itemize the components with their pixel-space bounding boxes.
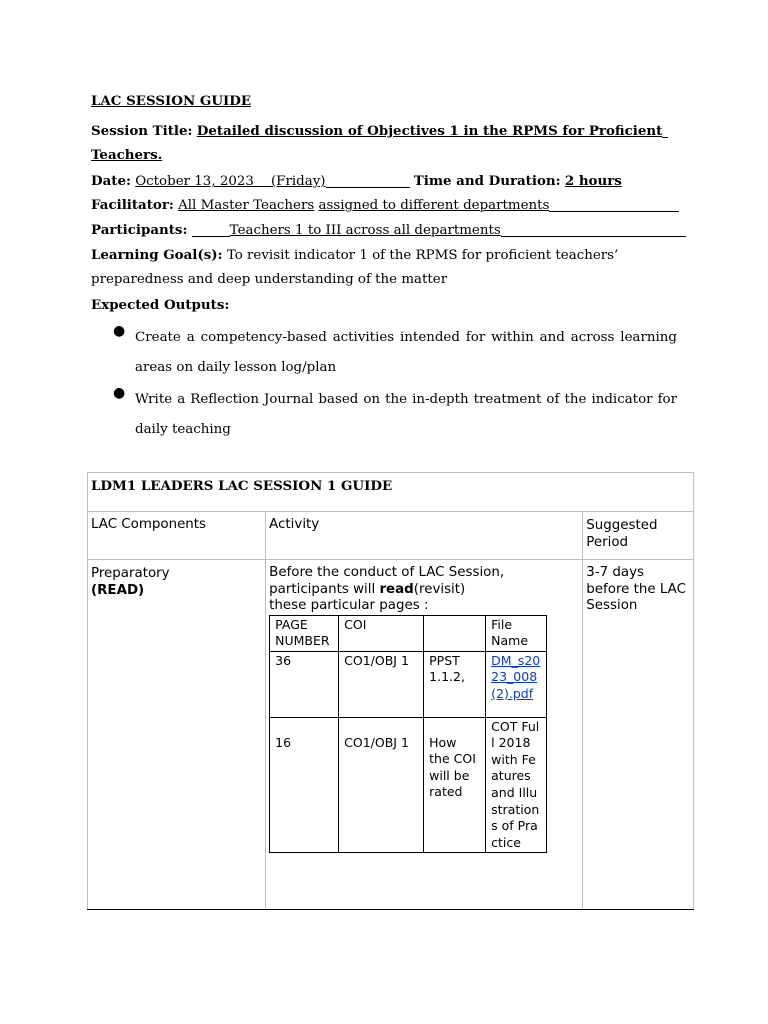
activity-line: these particular pages : (269, 598, 429, 613)
inner-header-file: File Name (486, 615, 547, 651)
goal-text-cont: preparedness and deep understanding of the matter (91, 272, 448, 287)
facilitator-row (91, 196, 679, 213)
table-title: LDM1 LEADERS LAC SESSION 1 GUIDE (88, 473, 694, 512)
participants-row (91, 221, 686, 238)
date-row (91, 172, 622, 189)
output-text: Create a competency-based activities intended for within and across learning areas on daily lesson log/plan (135, 330, 677, 375)
facilitator-label: Facilitator: (91, 197, 174, 213)
session-title-cont: Teachers. (91, 147, 163, 163)
date-label: Date: (91, 173, 131, 189)
inner-header-blank (424, 615, 486, 651)
component-name: Preparatory (91, 566, 170, 581)
guide-title: LAC SESSION GUIDE (91, 93, 252, 109)
participants-value: Teachers 1 to III across all departments (229, 223, 501, 238)
component-action: (READ) (91, 583, 145, 598)
activity-cell (266, 560, 583, 910)
inner-cell-desc: How the COI will be rated (424, 717, 486, 853)
outputs-label: Expected Outputs: (91, 297, 230, 313)
goal-label: Learning Goal(s): (91, 247, 223, 263)
inner-cell-page: 36 (270, 651, 339, 717)
participants-label: Participants: (91, 222, 188, 238)
header-period: Suggested Period (583, 512, 694, 560)
inner-cell-desc: PPST 1.1.2, (424, 651, 486, 717)
session-title-row (91, 122, 668, 139)
header-components: LAC Components (88, 512, 266, 560)
pages-table (269, 615, 547, 854)
goal-row (91, 247, 618, 263)
inner-header-coi: COI (339, 615, 424, 651)
facilitator-value: All Master Teachers (178, 198, 315, 213)
day-value: (Friday) (270, 174, 326, 189)
inner-cell-file: COT Full 2018 with Features and Illustrations of Practice (486, 717, 547, 853)
facilitator-extra: assigned to different departments (318, 198, 550, 213)
date-value: October 13, 2023 (135, 174, 254, 189)
inner-cell-coi: CO1/OBJ 1 (339, 717, 424, 853)
time-value: 2 hours (564, 173, 622, 189)
activity-line: Before the conduct of LAC Session, (269, 565, 505, 580)
activity-line: participants will read(revisit) (269, 581, 466, 597)
inner-cell-page: 16 (270, 717, 339, 853)
goal-text: To revisit indicator 1 of the RPMS for proficient teachers’ (226, 248, 619, 263)
inner-header-page: PAGE NUMBER (270, 615, 339, 651)
period-cell: 3-7 days before the LAC Session (583, 560, 694, 910)
file-link[interactable]: DM_s2023_008 (2).pdf (491, 652, 541, 701)
output-text: Write a Reflection Journal based on the in-depth treatment of the indicator for daily teaching (135, 392, 677, 437)
time-label: Time and Duration: (413, 173, 561, 189)
header-activity: Activity (266, 512, 583, 560)
component-cell (88, 560, 266, 910)
session-title-label: Session Title: (91, 123, 193, 139)
inner-cell-coi: CO1/OBJ 1 (339, 651, 424, 717)
inner-cell-file (486, 651, 547, 717)
session-title-value: Detailed discussion of Objectives 1 in the RPMS for Proficient (196, 123, 663, 139)
lac-guide-table (87, 472, 694, 910)
